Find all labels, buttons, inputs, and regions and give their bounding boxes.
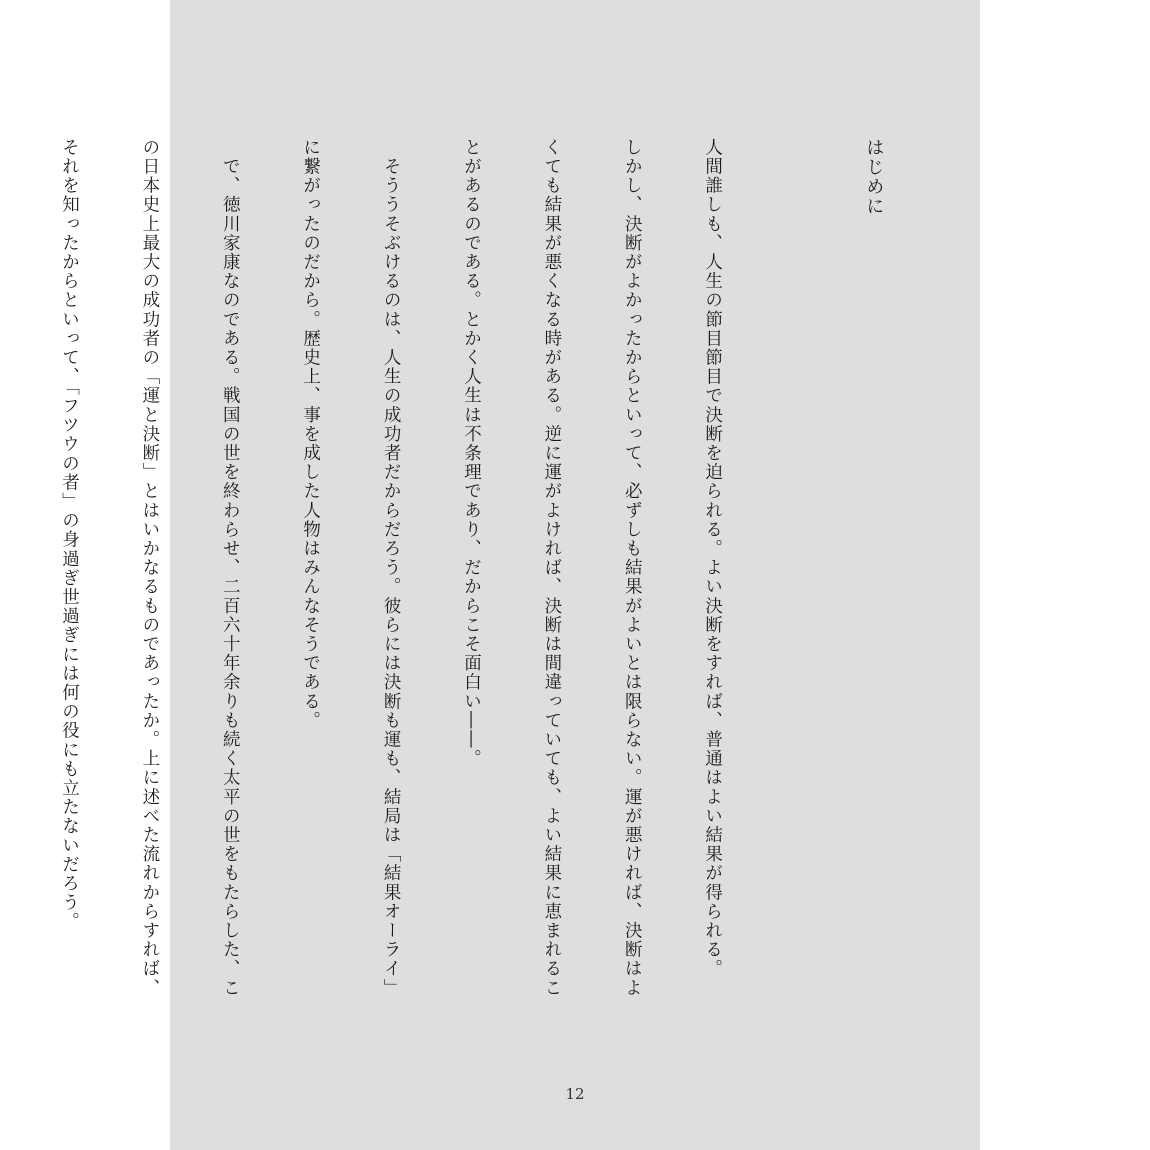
text-line: に繋がったのだから。歴史上、事を成した人物はみんなそうである。 [300, 138, 321, 731]
blank-column [779, 138, 806, 898]
book-page [59, 0, 980, 1150]
text-line: そううそぶけるのは、人生の成功者だからだろう。彼らには決断も運も、結局は「結果オーライ」 [381, 138, 402, 998]
page-number: 12 [565, 1085, 585, 1103]
chapter-heading: はじめに [863, 138, 885, 217]
text-line: とがあるのである。とかく人生は不条理であり、だからこそ面白い――。 [461, 138, 482, 769]
text-line: で、徳川家康なのである。戦国の世を終わらせ、二百六十年余りも続く太平の世をもたらした、こ [220, 138, 241, 998]
text-line [0, 138, 2, 898]
text-line: の日本史上最大の成功者の「運と決断」とはいかなるものであったか。上に述べた流れからすれば、 [139, 138, 160, 998]
text-line: 人間誰しも、人生の節目節目で決断を迫られる。よい決断をすれば、普通はよい結果が得られる。 [702, 138, 723, 979]
text-line: くても結果が悪くなる時がある。逆に運がよければ、決断は間違っていても、よい結果に恵まれるこ [541, 138, 562, 998]
text-line: しかし、決断がよかったからといって、必ずしも結果がよいとは限らない。運が悪ければ、決断はよ [622, 138, 643, 998]
text-line: それを知ったからといって、「フツウの者」の身過ぎ世過ぎには何の役にも立たないだろう。 [59, 138, 80, 932]
vertical-text-body [0, 138, 940, 998]
